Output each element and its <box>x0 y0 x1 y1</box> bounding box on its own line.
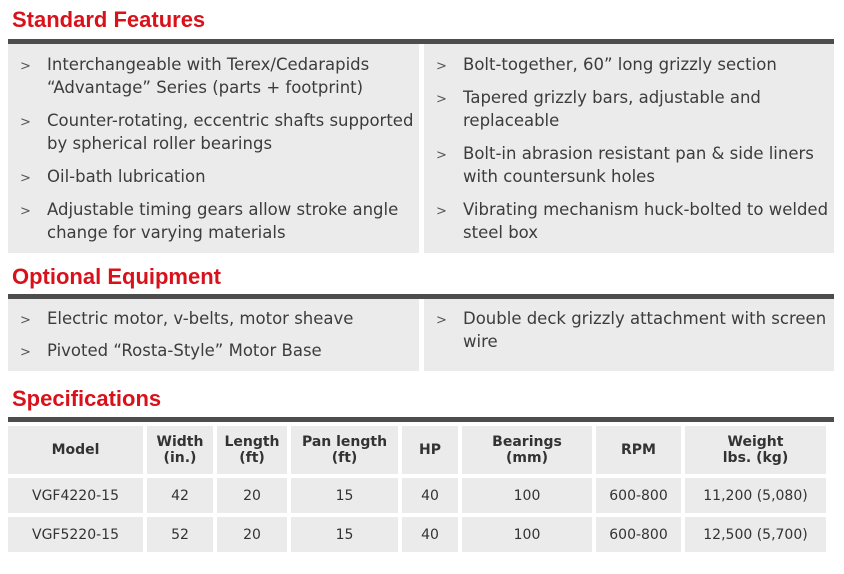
chevron-right-icon: > <box>20 345 31 360</box>
column-header-rpm: RPM <box>596 426 681 474</box>
cell-pan-length: 15 <box>291 478 398 513</box>
list-item: > Vibrating mechanism huck-bolted to welded steel box <box>436 200 829 242</box>
list-item: > Counter-rotating, eccentric shafts supported by spherical roller bearings <box>20 111 414 153</box>
list-item: > Electric motor, v-belts, motor sheave <box>8 307 419 330</box>
chevron-right-icon: > <box>436 148 447 163</box>
standard-features-heading: Standard Features <box>12 7 206 32</box>
column-header-model: Model <box>8 426 143 474</box>
chevron-right-icon: > <box>20 313 31 328</box>
cell-length: 20 <box>217 478 287 513</box>
column-header-bearings: Bearings (mm) <box>462 426 592 474</box>
cell-weight: 11,200 (5,080) <box>685 478 826 513</box>
standard-features-left-list <box>8 53 419 244</box>
cell-bearings: 100 <box>462 478 592 513</box>
cell-weight: 12,500 (5,700) <box>685 517 826 552</box>
standard-features-left-column <box>8 44 419 253</box>
chevron-right-icon: > <box>20 171 31 186</box>
list-item: > Bolt-in abrasion resistant pan & side liners with countersunk holes <box>436 144 814 186</box>
column-header-width: Width (in.) <box>147 426 213 474</box>
cell-model: VGF4220-15 <box>8 478 143 513</box>
column-header-hp: HP <box>402 426 458 474</box>
cell-hp: 40 <box>402 478 458 513</box>
cell-model: VGF5220-15 <box>8 517 143 552</box>
chevron-right-icon: > <box>436 204 447 219</box>
cell-pan-length: 15 <box>291 517 398 552</box>
optional-equipment-heading: Optional Equipment <box>12 264 221 289</box>
optional-equipment-left-column <box>8 299 419 371</box>
table-header-row <box>8 426 826 474</box>
cell-rpm: 600-800 <box>596 517 681 552</box>
chevron-right-icon: > <box>436 313 447 328</box>
specifications-heading: Specifications <box>12 386 162 411</box>
column-header-length: Length (ft) <box>217 426 287 474</box>
cell-width: 42 <box>147 478 213 513</box>
cell-length: 20 <box>217 517 287 552</box>
list-item: > Interchangeable with Terex/Cedarapids “Advantage” Series (parts + footprint) <box>20 55 370 97</box>
list-item: > Oil-bath lubrication <box>8 165 419 188</box>
chevron-right-icon: > <box>436 92 447 107</box>
list-item: > Adjustable timing gears allow stroke angle change for varying materials <box>20 200 399 242</box>
list-item: > Bolt-together, 60” long grizzly section <box>424 53 834 76</box>
specifications-table <box>4 422 830 556</box>
standard-features-right-column <box>424 44 834 253</box>
list-item: > Tapered grizzly bars, adjustable and replaceable <box>436 88 761 130</box>
optional-equipment-right-column <box>424 299 834 371</box>
table-row <box>8 517 826 552</box>
chevron-right-icon: > <box>20 59 31 74</box>
list-item: > Double deck grizzly attachment with screen wire <box>436 309 827 351</box>
standard-features-right-list <box>424 53 834 244</box>
chevron-right-icon: > <box>20 115 31 130</box>
cell-bearings: 100 <box>462 517 592 552</box>
optional-equipment-left-list <box>8 307 419 362</box>
table-row <box>8 478 826 513</box>
optional-equipment-right-list <box>424 307 834 353</box>
chevron-right-icon: > <box>436 59 447 74</box>
cell-rpm: 600-800 <box>596 478 681 513</box>
chevron-right-icon: > <box>20 204 31 219</box>
column-header-pan-length: Pan length (ft) <box>291 426 398 474</box>
cell-hp: 40 <box>402 517 458 552</box>
list-item: > Pivoted “Rosta-Style” Motor Base <box>8 339 419 362</box>
column-header-weight: Weight lbs. (kg) <box>685 426 826 474</box>
cell-width: 52 <box>147 517 213 552</box>
